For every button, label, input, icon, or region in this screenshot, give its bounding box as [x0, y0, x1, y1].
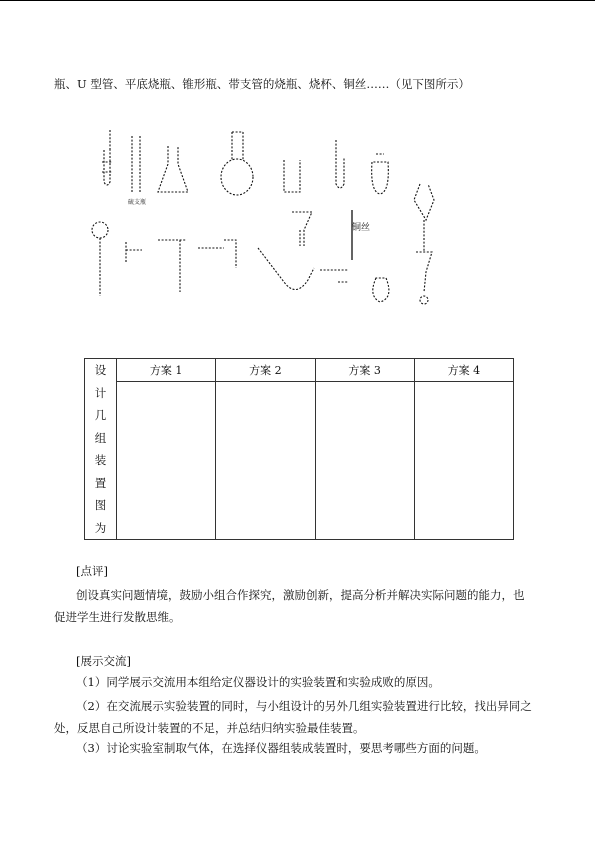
exchange-item-1: （1）同学展示交流用本组给定仪器设计的实验装置和实验成败的原因。	[76, 675, 440, 689]
row-header-char: 几	[94, 408, 107, 422]
row-header-char: 置	[94, 475, 107, 490]
test-tube-icon	[102, 130, 112, 185]
row-header-char: 组	[94, 430, 107, 445]
copper-wire-label: 铜丝	[352, 223, 371, 233]
row-header-char: 图	[94, 498, 107, 512]
row-header-char: 装	[94, 453, 107, 467]
row-header	[85, 359, 117, 540]
funnel-icon	[292, 212, 312, 246]
design-cell-plan-4	[414, 382, 513, 540]
design-cell-plan-3	[315, 382, 414, 540]
comment-body: 创设真实问题情境，鼓励小组合作探究，激励创新，提高分析并解决实际问题的能力，也促进学生进行发散思维。	[54, 588, 525, 624]
design-cell-plan-2	[216, 382, 315, 540]
column-header-plan-3: 方案 3	[315, 359, 414, 382]
glass-tube-icon	[132, 136, 140, 192]
suction-flask-label: 硫支瓶	[128, 199, 147, 206]
column-header-plan-4: 方案 4	[414, 359, 513, 382]
exchange-heading: [展示交流]	[76, 654, 131, 668]
apparatus-figure	[88, 122, 448, 314]
design-table	[84, 358, 514, 540]
comment-heading: [点评]	[76, 564, 108, 578]
dropper-icon	[92, 222, 108, 296]
exchange-item-3: （3）讨论实验室制取气体，在选择仪器组装成装置时，要思考哪些方面的问题。	[76, 741, 486, 755]
apparatus-drawing	[88, 122, 448, 314]
row-header-char: 设	[94, 363, 107, 377]
column-header-plan-2: 方案 2	[216, 359, 315, 382]
copper-wire-icon	[352, 210, 370, 260]
row-header-char: 计	[94, 385, 107, 400]
bent-tube-icon	[258, 248, 314, 290]
intro-line: 瓶、U 型管、平底烧瓶、锥形瓶、带支管的烧瓶、烧杯、铜丝……（见下图所示）	[54, 77, 470, 91]
conical-flask-icon	[158, 146, 188, 192]
u-tube-icon	[284, 160, 300, 192]
exchange-item-2: （2）在交流展示实验装置的同时，与小组设计的另外几组实验装置进行比较，找出异同之处，反思自己所设计装置的不足，并总结归纳实验最佳装置。	[54, 699, 532, 735]
flat-flask-icon	[372, 154, 389, 194]
page-top-rule	[0, 0, 595, 1]
design-cell-plan-1	[117, 382, 216, 540]
column-header-plan-1: 方案 1	[117, 359, 216, 382]
delivery-tube-icon	[126, 240, 236, 292]
separatory-funnel-icon	[414, 184, 434, 304]
round-flask-icon	[221, 132, 253, 195]
small-flask-icon	[320, 270, 389, 302]
long-tube-icon	[336, 140, 344, 188]
row-header-char: 为	[94, 520, 107, 535]
